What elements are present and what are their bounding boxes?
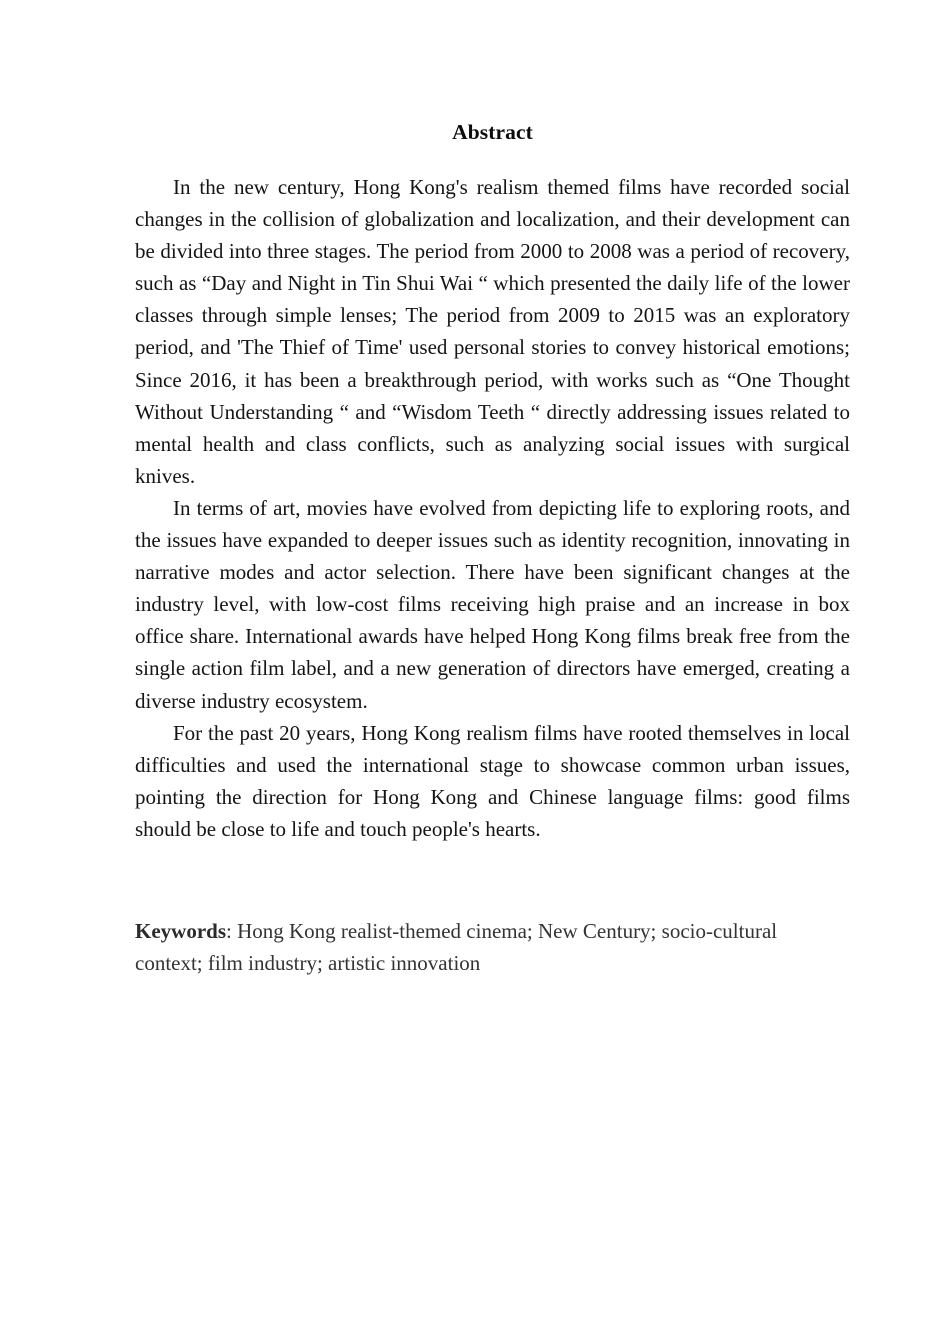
keywords-label: Keywords <box>135 918 226 943</box>
abstract-paragraph-1: In the new century, Hong Kong's realism themed films have recorded social changes in the collision of globalization and localization, and their development can be divided into three stages. The period from 2000 to 2008 was a period of recovery, such as “Day and Night in Tin Shui Wai “ which presented the daily life of the lower classes through simple lenses; The period from 2009 to 2015 was an exploratory period, and 'The Thief of Time' used personal stories to convey historical emotions; Since 2016, it has been a breakthrough period, with works such as “One Thought Without Understanding “ and “Wisdom Teeth “ directly addressing issues related to mental health and class conflicts, such as analyzing social issues with surgical knives. <box>135 175 850 488</box>
keywords-list: Hong Kong realist-themed cinema; New Century; socio-cultural context; film industry; artistic innovation <box>135 918 778 976</box>
page-title: Abstract <box>452 120 533 144</box>
document-content <box>135 0 850 1000</box>
abstract-paragraph-3: For the past 20 years, Hong Kong realism films have rooted themselves in local difficulties and used the international stage to showcase common urban issues, pointing the direction for Hong Kong and Chinese language films: good films should be close to life and touch people's hearts. <box>135 720 850 841</box>
abstract-paragraph-2: In terms of art, movies have evolved from depicting life to exploring roots, and the issues have expanded to deeper issues such as identity recognition, innovating in narrative modes and actor selection. There have been significant changes at the industry level, with low-cost films receiving high praise and an increase in box office share. International awards have helped Hong Kong films break free from the single action film label, and a new generation of directors have emerged, creating a diverse industry ecosystem. <box>135 495 850 713</box>
keywords-separator: : <box>226 918 238 943</box>
keywords-block <box>135 915 847 979</box>
